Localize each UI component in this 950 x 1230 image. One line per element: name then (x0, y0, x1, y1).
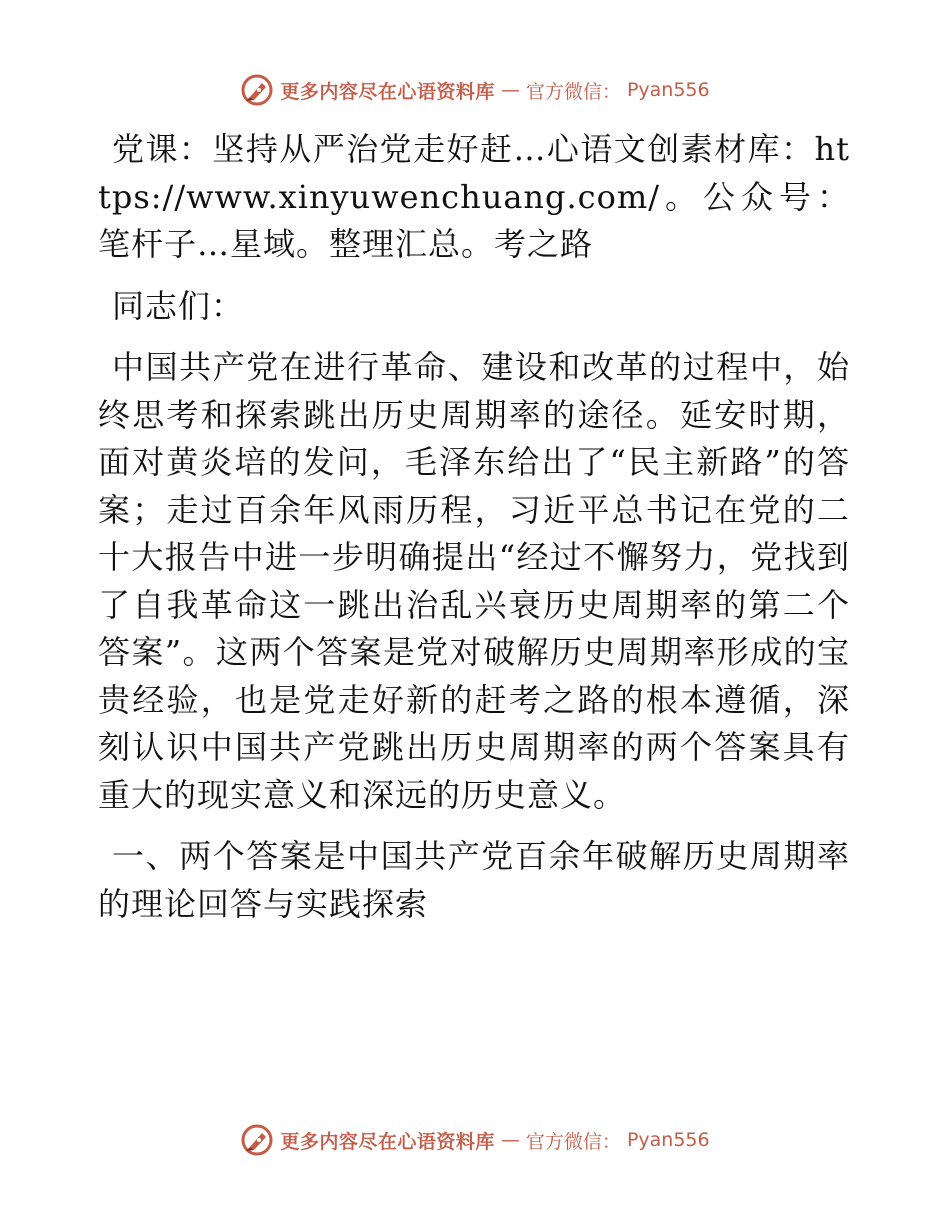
banner-wechat-id: Pyan556 (626, 79, 710, 101)
body-paragraph: 中国共产党在进行革命、建设和改革的过程中，始终思考和探索跳出历史周期率的途径。延安时期，面对黄炎培的发问，毛泽东给出了“民主新路”的答案；走过百余年风雨历程，习近平总书记在党的二十大报告中进一步明确提出“经过不懈努力，党找到了自我革命这一跳出治乱兴衰历史周期率的第二个答案”。这两个答案是党对破解历史周期率形成的宝贵经验，也是党走好新的赶考之路的根本遵循，深刻认识中国共产党跳出历史周期率的两个答案具有重大的现实意义和深远的历史意义。 (98, 348, 850, 814)
banner-separator: — (500, 79, 520, 101)
title-paragraph: 党课：坚持从严治党走好赶…心语文创素材库：https://www.xinyuwenchuang.com/。公众号：笔杆子…星域。整理汇总。考之路 (98, 130, 850, 263)
footer-separator: — (500, 1129, 520, 1151)
footer-wechat-label: 官方微信： (525, 1130, 621, 1153)
footer-slogan: 更多内容尽在心语资料库 (280, 1130, 495, 1153)
banner-slogan: 更多内容尽在心语资料库 (280, 80, 495, 103)
salutation: 同志们： (112, 286, 245, 325)
header-banner (0, 70, 950, 110)
footer-wechat-id: Pyan556 (626, 1129, 710, 1151)
footer-banner (0, 1120, 950, 1160)
document-body (98, 126, 850, 942)
banner-wechat-label: 官方微信： (525, 80, 621, 103)
section-heading: 一、两个答案是中国共产党百余年破解历史周期率的理论回答与实践探索 (98, 837, 850, 923)
pen-nib-circle-icon (240, 1123, 274, 1157)
pen-nib-circle-icon (240, 73, 274, 107)
